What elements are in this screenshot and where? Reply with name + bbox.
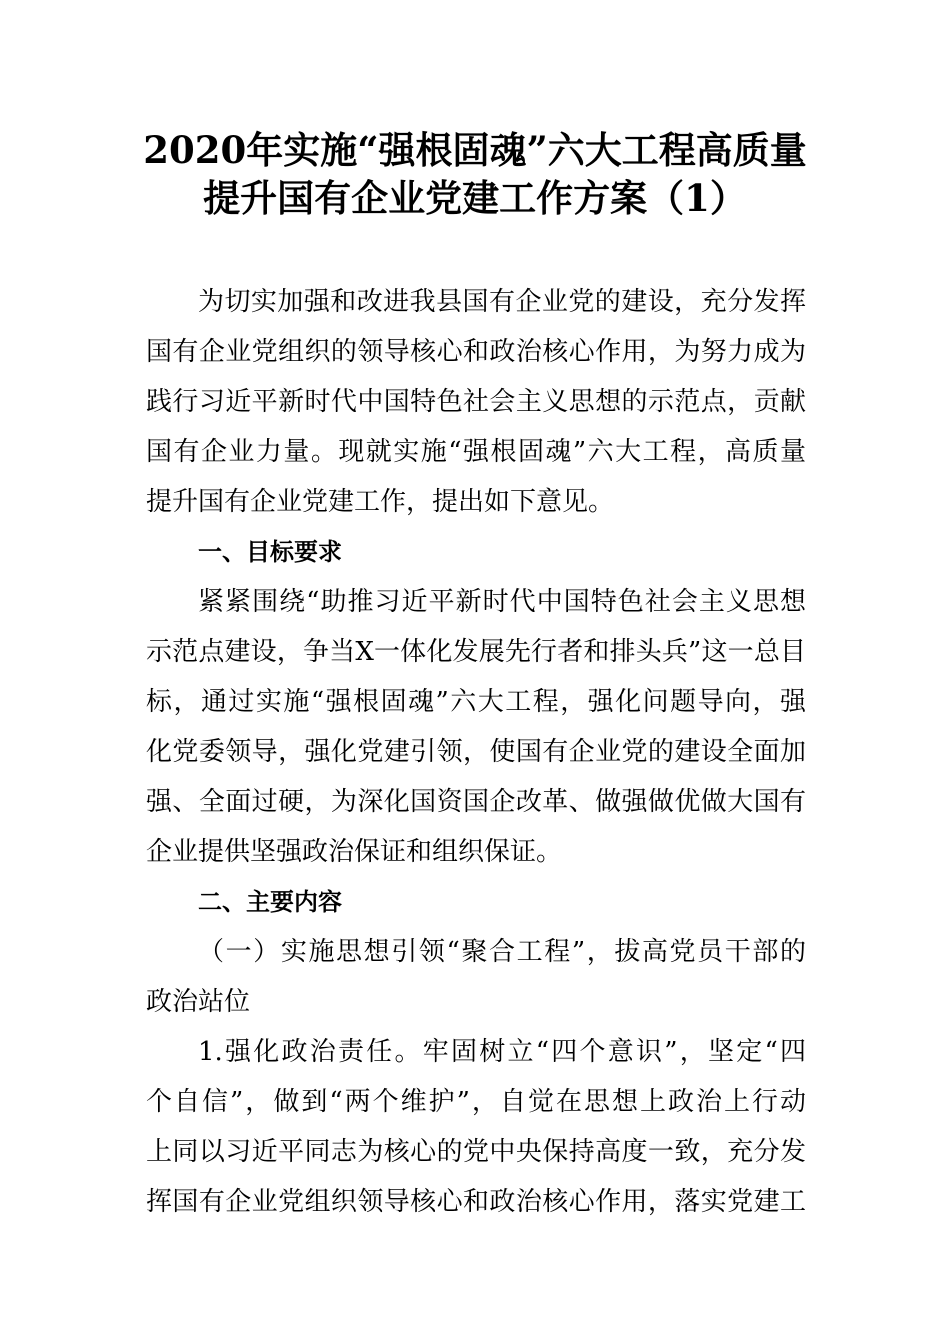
section1-line: 强、全面过硬，为深化国资国企改革、做强做优做大国有: [146, 787, 806, 817]
section1-line: 标，通过实施“强根固魂”六大工程，强化问题导向，强: [146, 687, 806, 717]
item-line: 挥国有企业党组织领导核心和政治核心作用，落实党建工: [146, 1187, 806, 1217]
item-line: 个自信”，做到“两个维护”，自觉在思想上政治上行动: [146, 1087, 806, 1117]
section1-line: 紧紧围绕“助推习近平新时代中国特色社会主义思想: [198, 587, 806, 617]
document-title-line-2: 提升国有企业党建工作方案（1）: [203, 176, 747, 220]
subsection-title-line: 政治站位: [146, 987, 251, 1017]
item-line: 1.强化政治责任。牢固树立“四个意识”，坚定“四: [198, 1037, 806, 1067]
intro-line: 践行习近平新时代中国特色社会主义思想的示范点，贡献: [146, 387, 806, 417]
section1-line: 示范点建设，争当X一体化发展先行者和排头兵”这一总目: [146, 637, 806, 667]
document-title-line-1: 2020年实施“强根固魂”六大工程高质量: [143, 128, 807, 172]
intro-line: 国有企业党组织的领导核心和政治核心作用，为努力成为: [146, 337, 806, 367]
subsection-title-line: （一）实施思想引领“聚合工程”，拔高党员干部的: [198, 937, 806, 967]
section-heading-goals: 一、目标要求: [198, 538, 342, 566]
section-heading-main-content: 二、主要内容: [198, 888, 342, 916]
item-line: 上同以习近平同志为核心的党中央保持高度一致，充分发: [146, 1137, 806, 1167]
intro-line: 提升国有企业党建工作，提出如下意见。: [146, 487, 615, 517]
section1-line: 化党委领导，强化党建引领，使国有企业党的建设全面加: [146, 737, 806, 767]
section1-line: 企业提供坚强政治保证和组织保证。: [146, 837, 563, 867]
intro-line: 为切实加强和改进我县国有企业党的建设，充分发挥: [198, 287, 806, 317]
intro-line: 国有企业力量。现就实施“强根固魂”六大工程，高质量: [146, 437, 806, 467]
